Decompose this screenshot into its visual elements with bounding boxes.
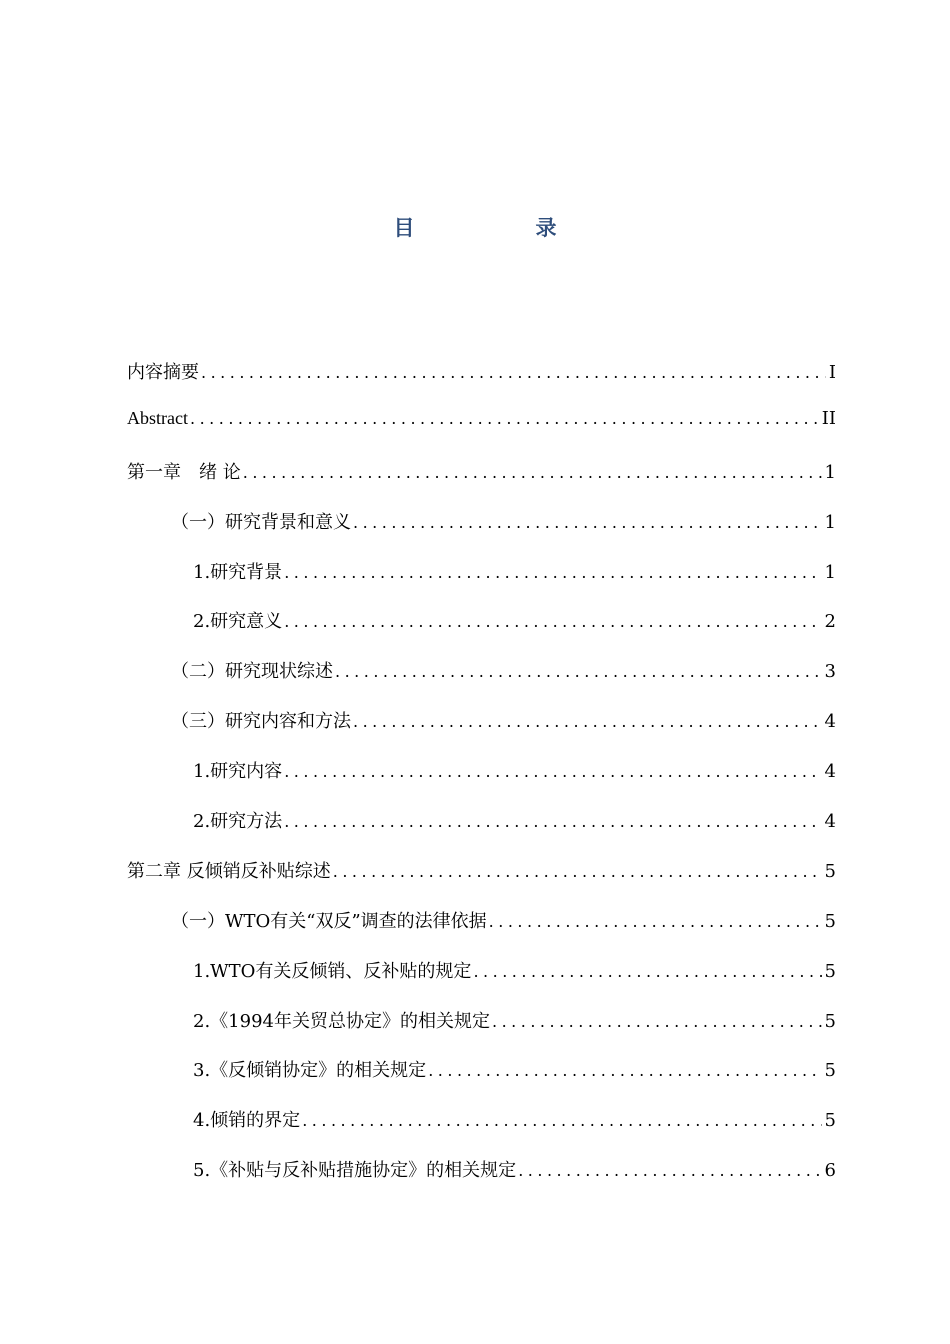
toc-page-number: 5 xyxy=(824,910,836,932)
toc-entry-subsection-1-1-1[interactable] xyxy=(127,558,836,608)
toc-entry-subsection-1-1-2[interactable] xyxy=(127,607,836,657)
toc-entry-subsection-2-1-2[interactable] xyxy=(127,1007,836,1057)
toc-page-number: 5 xyxy=(824,1110,836,1132)
toc-entry-label: Abstract xyxy=(127,407,188,428)
toc-leader-dots xyxy=(284,563,821,582)
toc-leader-dots xyxy=(335,662,822,681)
toc-leader-dots xyxy=(353,513,822,532)
toc-entry-abstract-en[interactable] xyxy=(127,408,836,458)
toc-leader-dots xyxy=(353,712,822,731)
toc-entry-label: 内容摘要 xyxy=(127,362,199,383)
toc-entry-label: 1.研究背景 xyxy=(193,561,283,583)
toc-page-number: 5 xyxy=(824,1010,836,1032)
toc-leader-dots xyxy=(333,862,822,881)
toc-leader-dots xyxy=(428,1061,821,1080)
toc-page-number: 5 xyxy=(824,960,836,982)
toc-entry-label: 2.研究方法 xyxy=(193,811,283,833)
toc-page-number: 5 xyxy=(824,860,836,882)
toc-page-number: 6 xyxy=(824,1160,836,1182)
toc-entry-label: 第一章 绪 论 xyxy=(127,461,241,483)
toc-leader-dots xyxy=(284,612,821,631)
toc-entry-label: 5.《补贴与反补贴措施协定》的相关规定 xyxy=(193,1160,517,1182)
toc-entry-subsection-2-1-1[interactable] xyxy=(127,957,836,1007)
toc-entry-label: 第二章 反倾销反补贴综述 xyxy=(127,860,331,882)
toc-leader-dots xyxy=(190,409,819,428)
toc-entry-chapter-1[interactable] xyxy=(127,458,836,508)
toc-entry-label: 4.倾销的界定 xyxy=(193,1110,301,1132)
toc-leader-dots xyxy=(473,962,821,981)
toc-list xyxy=(127,358,836,1206)
toc-entry-subsection-1-3-1[interactable] xyxy=(127,757,836,807)
toc-entry-label: 1.研究内容 xyxy=(193,761,283,783)
toc-page-number: II xyxy=(821,407,836,429)
toc-entry-abstract-cn[interactable] xyxy=(127,358,836,408)
toc-page-number: 5 xyxy=(824,1060,836,1082)
toc-leader-dots xyxy=(489,912,822,931)
toc-entry-label: （一）WTO有关“双反”调查的法律依据 xyxy=(171,910,487,932)
toc-entry-label: 2.研究意义 xyxy=(193,611,283,633)
toc-leader-dots xyxy=(243,463,822,482)
toc-page-number: 4 xyxy=(824,761,836,783)
toc-page-number: 1 xyxy=(824,511,836,533)
toc-leader-dots xyxy=(284,812,821,831)
toc-page-number: 4 xyxy=(824,811,836,833)
toc-entry-section-1-3[interactable] xyxy=(127,707,836,757)
toc-page-number: 1 xyxy=(824,561,836,583)
toc-leader-dots xyxy=(284,762,821,781)
toc-entry-label: （三）研究内容和方法 xyxy=(171,711,351,733)
toc-leader-dots xyxy=(201,363,826,382)
toc-page-number: 4 xyxy=(824,711,836,733)
toc-entry-label: （一）研究背景和意义 xyxy=(171,511,351,533)
toc-entry-section-2-1[interactable] xyxy=(127,907,836,957)
toc-leader-dots xyxy=(302,1111,821,1130)
toc-title: 目 录 xyxy=(393,215,607,240)
toc-page-number: 1 xyxy=(824,461,836,483)
toc-leader-dots xyxy=(492,1012,822,1031)
toc-page-number: I xyxy=(828,362,836,383)
toc-leader-dots xyxy=(518,1161,821,1180)
toc-entry-subsection-1-3-2[interactable] xyxy=(127,807,836,857)
toc-entry-label: （二）研究现状综述 xyxy=(171,661,333,683)
toc-entry-label: 3.《反倾销协定》的相关规定 xyxy=(193,1060,427,1082)
toc-entry-subsection-2-1-4[interactable] xyxy=(127,1106,836,1156)
toc-entry-label: 1.WTO有关反倾销、反补贴的规定 xyxy=(193,960,472,982)
toc-entry-section-1-2[interactable] xyxy=(127,657,836,707)
toc-entry-subsection-2-1-3[interactable] xyxy=(127,1056,836,1106)
toc-entry-subsection-2-1-5[interactable] xyxy=(127,1156,836,1206)
toc-page-number: 3 xyxy=(824,661,836,683)
toc-entry-label: 2.《1994年关贸总协定》的相关规定 xyxy=(193,1010,490,1032)
toc-entry-section-1-1[interactable] xyxy=(127,508,836,558)
toc-page-number: 2 xyxy=(824,611,836,633)
toc-entry-chapter-2[interactable] xyxy=(127,857,836,907)
